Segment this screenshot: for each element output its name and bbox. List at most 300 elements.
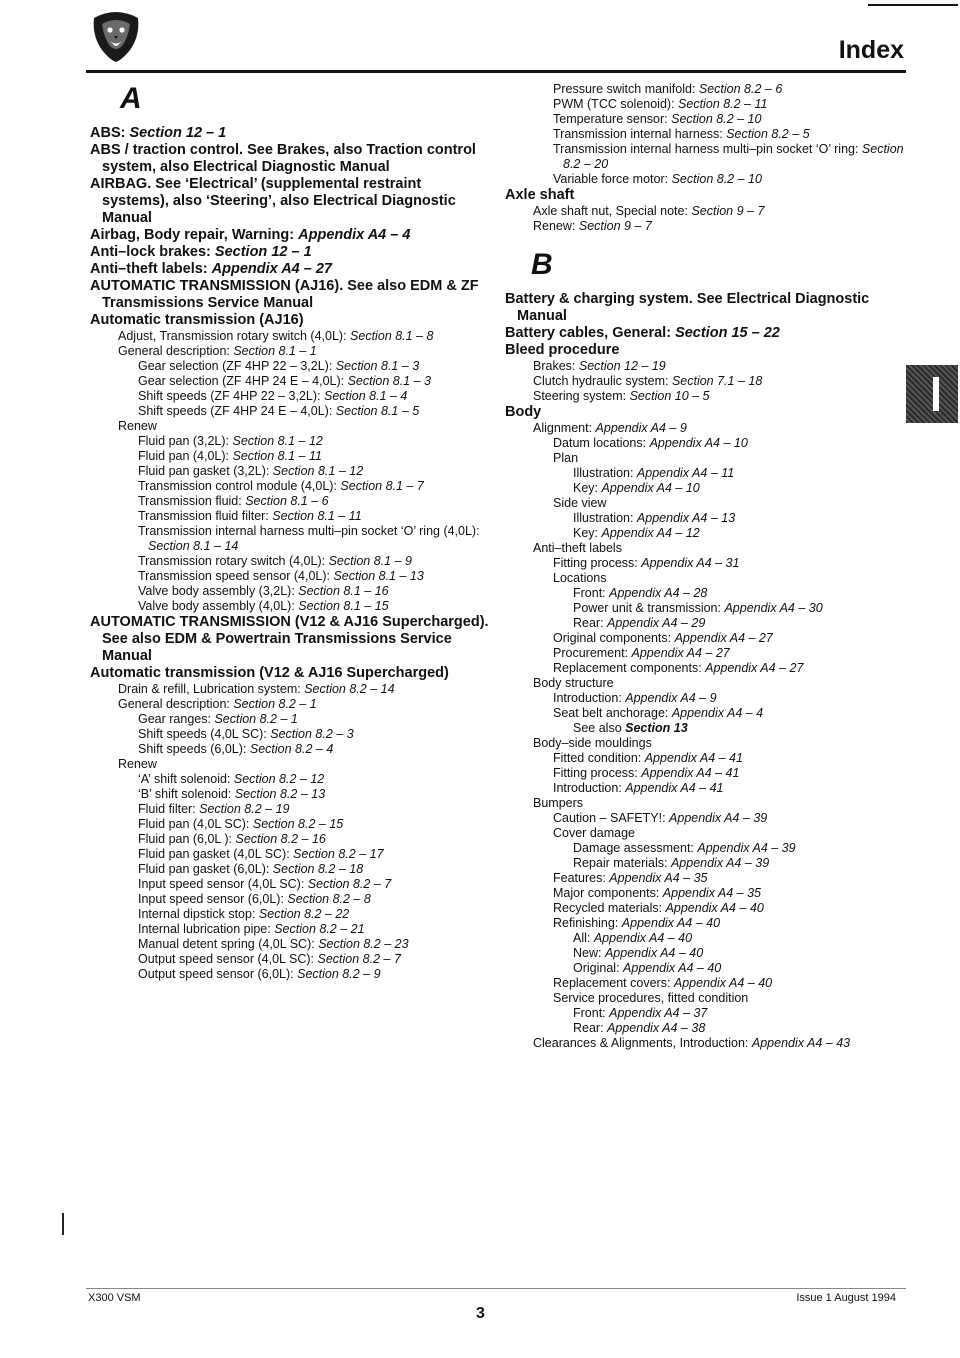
index-page-reference: Section 15 – 22 (675, 325, 780, 341)
index-page-reference: Section 8.2 – 21 (274, 922, 365, 936)
index-subentry (90, 599, 490, 614)
index-subentry (505, 781, 905, 796)
index-entry-text: Transmission rotary switch (4,0L): (138, 554, 329, 568)
index-page-reference: Appendix A4 – 40 (665, 901, 764, 915)
index-entry-text: Body–side mouldings (533, 736, 652, 750)
index-page-reference: Appendix A4 – 9 (595, 421, 687, 435)
index-page-reference: Section 7.1 – 18 (671, 374, 763, 388)
index-page-reference: Appendix A4 – 31 (641, 556, 740, 570)
index-subentry (505, 511, 905, 526)
index-entry-text: Gear ranges: (138, 712, 215, 726)
index-page-reference: Section 13 (625, 721, 688, 735)
index-page-reference: Appendix A4 – 39 (697, 841, 796, 855)
index-subentry (505, 646, 905, 661)
index-page-reference: Appendix A4 – 35 (662, 886, 762, 900)
index-entry-text: Alignment: (533, 421, 596, 435)
index-subentry (90, 434, 490, 449)
index-page-reference: Section 9 – 7 (691, 204, 765, 218)
index-entry-text: Power unit & transmission: (573, 601, 725, 615)
index-subentry (505, 571, 905, 586)
index-page-reference: Section 12 – 1 (214, 244, 312, 260)
index-page-reference: Appendix A4 – 9 (625, 691, 717, 705)
index-entry-text: Fluid filter: (138, 802, 200, 816)
index-subentry (90, 449, 490, 464)
index-subentry (505, 359, 905, 374)
index-page-reference: Section 8.2 – 10 (671, 112, 762, 126)
footer-manual-code: X300 VSM (88, 1292, 141, 1304)
index-subentry (90, 907, 490, 922)
index-subentry (505, 871, 905, 886)
index-subentry (505, 751, 905, 766)
index-subentry (505, 421, 905, 436)
index-page-reference: Appendix A4 – 37 (609, 1006, 708, 1020)
index-entry-text: ABS / traction control. See Brakes, also Traction control system, also Electrical Diagnostic Manual (90, 142, 476, 175)
index-page-reference: Appendix A4 – 4 (298, 227, 411, 243)
index-subentry (90, 847, 490, 862)
index-heading-entry (505, 325, 905, 342)
index-entry-text: Transmission fluid: (138, 494, 246, 508)
index-page-reference: Appendix A4 – 27 (211, 261, 332, 277)
index-subentry (505, 466, 905, 481)
index-entry-text: Shift speeds (4,0L SC): (138, 727, 271, 741)
index-page-reference: Section 8.2 – 10 (671, 172, 762, 186)
index-entry-text: Replacement covers: (553, 976, 674, 990)
index-page-reference: Section 8.1 – 12 (232, 434, 323, 448)
index-subentry (90, 817, 490, 832)
index-page-reference: Section 8.1 – 6 (245, 494, 329, 508)
index-entry-text: Anti–theft labels (533, 541, 622, 555)
index-page-reference: Section 8.2 – 8 (287, 892, 371, 906)
index-page-reference: Appendix A4 – 40 (673, 976, 773, 990)
index-subentry (505, 127, 905, 142)
index-entry-text: Datum locations: (553, 436, 650, 450)
index-entry-text: Introduction: (553, 691, 626, 705)
index-subentry (505, 916, 905, 931)
index-subentry (505, 204, 905, 219)
index-subentry (90, 682, 490, 697)
index-entry-text: Anti–lock brakes: (90, 244, 215, 260)
index-subentry (90, 772, 490, 787)
index-entry-list (90, 125, 490, 982)
index-entry-text: Introduction: (553, 781, 626, 795)
index-heading-entry (90, 227, 490, 244)
index-subentry (90, 329, 490, 344)
index-column-left (90, 82, 490, 982)
index-entry-text: PWM (TCC solenoid): (553, 97, 679, 111)
index-entry-text: ‘A’ shift solenoid: (138, 772, 234, 786)
index-subentry (505, 436, 905, 451)
index-page-reference: Section 8.1 – 16 (298, 584, 389, 598)
index-entry-text: Fitting process: (553, 766, 642, 780)
index-page-reference: Section 8.2 – 7 (307, 877, 392, 891)
index-entry-text: Service procedures, fitted condition (553, 991, 749, 1005)
index-entry-text: Shift speeds (ZF 4HP 24 E – 4,0L): (138, 404, 336, 418)
index-page-reference: Appendix A4 – 40 (593, 931, 693, 945)
index-entry-text: Illustration: (573, 466, 637, 480)
index-entry-text: Locations (553, 571, 607, 585)
index-entry-text: Internal lubrication pipe: (138, 922, 275, 936)
index-entry-text: Gear selection (ZF 4HP 24 E – 4,0L): (138, 374, 348, 388)
index-entry-text: Repair materials: (573, 856, 671, 870)
index-page-reference: Appendix A4 – 10 (649, 436, 748, 450)
index-heading-entry (90, 176, 490, 227)
index-entry-text: Fluid pan (6,0L ): (138, 832, 236, 846)
index-entry-text: Variable force motor: (553, 172, 672, 186)
index-entry-text: Fitting process: (553, 556, 642, 570)
index-entry-text: Plan (553, 451, 579, 465)
index-entry-text: Axle shaft nut, Special note: (533, 204, 692, 218)
index-page-reference: Section 8.2 – 17 (293, 847, 384, 861)
index-page-reference: Section 8.2 – 7 (317, 952, 401, 966)
index-subentry (90, 727, 490, 742)
index-page-reference: Appendix A4 – 41 (625, 781, 724, 795)
index-page-reference: Section 12 – 19 (578, 359, 666, 373)
index-subentry (505, 976, 905, 991)
margin-mark (62, 1213, 64, 1235)
index-subentry (90, 877, 490, 892)
index-entry-text: ‘B’ shift solenoid: (138, 787, 235, 801)
index-entry-text: Original components: (553, 631, 675, 645)
index-subentry (90, 742, 490, 757)
index-entry-text: Cover damage (553, 826, 635, 840)
index-subentry (505, 82, 905, 97)
index-entry-text: Valve body assembly (3,2L): (138, 584, 299, 598)
index-entry-text: Transmission fluid filter: (138, 509, 273, 523)
index-entry-text: Transmission control module (4,0L): (138, 479, 341, 493)
index-subentry (505, 1036, 905, 1051)
index-subentry (505, 451, 905, 466)
index-subentry (90, 922, 490, 937)
index-column-right (505, 82, 905, 1051)
index-heading-entry (505, 404, 905, 421)
index-subentry (505, 691, 905, 706)
index-entry-text: Internal dipstick stop: (138, 907, 259, 921)
index-subentry (90, 494, 490, 509)
index-subentry (505, 616, 905, 631)
index-page-reference: Section 8.1 – 9 (328, 554, 412, 568)
index-subentry (505, 97, 905, 112)
index-page-reference: Appendix A4 – 4 (671, 706, 764, 720)
footer-issue-date: Issue 1 August 1994 (796, 1292, 896, 1304)
index-subentry (90, 524, 490, 554)
index-subentry (505, 631, 905, 646)
index-entry-text: Damage assessment: (573, 841, 698, 855)
index-entry-text: Transmission internal harness: (553, 127, 727, 141)
index-heading-entry (90, 142, 490, 176)
index-page-reference: Section 8.1 – 15 (298, 599, 389, 613)
index-entry-text: AUTOMATIC TRANSMISSION (AJ16). See also EDM & ZF Transmissions Service Manual (90, 278, 479, 311)
index-page-reference: Section 8.2 – 9 (297, 967, 381, 981)
index-page-reference: Section 8.2 – 13 (234, 787, 326, 801)
index-page-reference: Section 8.2 – 15 (252, 817, 344, 831)
index-page-reference: Appendix A4 – 43 (751, 1036, 851, 1050)
index-subentry (90, 569, 490, 584)
index-subentry (505, 706, 905, 721)
index-entry-list (505, 82, 905, 234)
index-subentry (90, 344, 490, 359)
index-entry-text: Axle shaft (505, 187, 575, 203)
index-entry-text: Key: (573, 526, 602, 540)
index-entry-text: Input speed sensor (6,0L): (138, 892, 288, 906)
index-subentry (505, 766, 905, 781)
index-entry-text: General description: (118, 697, 234, 711)
index-entry-text: Renew (118, 757, 157, 771)
index-page-reference: Appendix A4 – 27 (674, 631, 773, 645)
index-page-reference: Appendix A4 – 38 (607, 1021, 706, 1035)
index-entry-text: Fluid pan (3,2L): (138, 434, 233, 448)
index-subentry (505, 721, 905, 736)
index-subentry (505, 856, 905, 871)
index-subentry (505, 374, 905, 389)
index-page-reference: Section 9 – 7 (578, 219, 652, 233)
index-entry-text: All: (573, 931, 594, 945)
index-page-reference: Section 8.1 – 7 (340, 479, 424, 493)
index-subentry (90, 554, 490, 569)
index-entry-text: Bleed procedure (505, 342, 620, 358)
index-subentry (90, 787, 490, 802)
page-title: Index (838, 36, 904, 64)
index-entry-text: Replacement components: (553, 661, 706, 675)
index-subentry (90, 712, 490, 727)
index-page-reference: Appendix A4 – 41 (644, 751, 743, 765)
index-entry-list (505, 291, 905, 1051)
index-entry-text: ABS: (90, 125, 130, 141)
index-page-reference: Section 8.1 – 13 (333, 569, 424, 583)
index-page-reference: Section 8.1 – 8 (350, 329, 434, 343)
index-subentry (90, 697, 490, 712)
index-heading-entry (505, 291, 905, 325)
section-thumb-tab (906, 365, 958, 423)
index-page-reference: Appendix A4 – 39 (669, 811, 768, 825)
index-subentry (90, 464, 490, 479)
index-entry-text: Brakes: (533, 359, 579, 373)
index-entry-text: Input speed sensor (4,0L SC): (138, 877, 308, 891)
index-page-reference: Section 8.1 – 5 (335, 404, 420, 418)
index-page-reference: Appendix A4 – 41 (641, 766, 740, 780)
index-page-reference: Section 8.1 – 12 (272, 464, 364, 478)
index-page-reference: Appendix A4 – 27 (631, 646, 730, 660)
index-entry-text: Automatic transmission (V12 & AJ16 Supercharged) (90, 665, 449, 681)
index-entry-text: Fluid pan gasket (3,2L): (138, 464, 273, 478)
index-subentry (90, 862, 490, 877)
index-page-reference: Section 8.2 – 19 (199, 802, 290, 816)
index-subentry (505, 841, 905, 856)
index-subentry (505, 931, 905, 946)
index-entry-text: Recycled materials: (553, 901, 666, 915)
index-subentry (505, 736, 905, 751)
index-entry-text: Shift speeds (ZF 4HP 22 – 3,2L): (138, 389, 324, 403)
index-subentry (90, 967, 490, 982)
index-subentry (90, 509, 490, 524)
index-heading-entry (90, 125, 490, 142)
index-page-reference: Section 8.1 – 11 (272, 509, 362, 523)
index-entry-text: Clutch hydraulic system: (533, 374, 672, 388)
index-subentry (505, 496, 905, 511)
index-subentry (505, 991, 905, 1006)
index-entry-text: Original: (573, 961, 624, 975)
index-page-reference: Section 8.2 – 12 (233, 772, 325, 786)
index-entry-text: Bumpers (533, 796, 584, 810)
index-entry-text: Automatic transmission (AJ16) (90, 312, 304, 328)
index-subentry (90, 389, 490, 404)
index-entry-text: Seat belt anchorage: (553, 706, 672, 720)
index-entry-text: AUTOMATIC TRANSMISSION (V12 & AJ16 Supercharged). See also EDM & Powertrain Transmissions Service Manual (90, 614, 489, 664)
index-entry-text: Procurement: (553, 646, 632, 660)
index-subentry (505, 586, 905, 601)
index-entry-text: Shift speeds (6,0L): (138, 742, 250, 756)
index-page-reference: Appendix A4 – 39 (670, 856, 770, 870)
index-heading-entry (90, 614, 490, 665)
index-subentry (505, 661, 905, 676)
index-entry-text: Front: (573, 586, 610, 600)
index-entry-text: Refinishing: (553, 916, 622, 930)
index-entry-text: Temperature sensor: (553, 112, 672, 126)
index-entry-text: Major components: (553, 886, 663, 900)
index-page-reference: Section 8.2 – 18 (272, 862, 364, 876)
index-page-reference: Section 12 – 1 (129, 125, 227, 141)
index-subentry (505, 811, 905, 826)
index-subentry (505, 826, 905, 841)
index-subentry (90, 359, 490, 374)
index-entry-text: Valve body assembly (4,0L): (138, 599, 299, 613)
index-entry-text: Drain & refill, Lubrication system: (118, 682, 305, 696)
index-subentry (90, 757, 490, 772)
index-page-reference: Section 8.1 – 3 (347, 374, 431, 388)
index-entry-text: Anti–theft labels: (90, 261, 212, 277)
index-page-reference: Section 8.2 – 1 (233, 697, 317, 711)
index-subentry (505, 389, 905, 404)
index-entry-text: Fluid pan (4,0L): (138, 449, 233, 463)
index-entry-text: Manual detent spring (4,0L SC): (138, 937, 319, 951)
index-page-reference: Section 8.2 – 22 (258, 907, 350, 921)
index-entry-text: Fluid pan gasket (4,0L SC): (138, 847, 294, 861)
index-subentry (505, 601, 905, 616)
index-page-reference: Appendix A4 – 10 (601, 481, 700, 495)
index-subentry (90, 832, 490, 847)
index-page-reference: Section 8.2 – 4 (249, 742, 334, 756)
footer-rule (86, 1288, 906, 1289)
index-page-reference: Section 8.1 – 3 (335, 359, 420, 373)
index-entry-text: Front: (573, 1006, 610, 1020)
index-subentry (505, 219, 905, 234)
index-page-reference: Appendix A4 – 28 (609, 586, 708, 600)
index-subentry (505, 112, 905, 127)
index-subentry (505, 526, 905, 541)
index-entry-text: Fluid pan gasket (6,0L): (138, 862, 273, 876)
index-subentry (505, 481, 905, 496)
index-letter-heading: B (531, 248, 553, 281)
index-entry-text: Rear: (573, 616, 608, 630)
index-subentry (505, 901, 905, 916)
index-page-reference: Section 8.2 – 5 (726, 127, 810, 141)
index-page-reference: Section 8.1 – 1 (233, 344, 317, 358)
index-heading-entry (90, 244, 490, 261)
index-page-reference: Appendix A4 – 40 (604, 946, 704, 960)
index-subentry (505, 1021, 905, 1036)
index-entry-text: See also (573, 721, 626, 735)
index-page-reference: Section 8.2 – 20 (563, 142, 904, 171)
index-subentry (90, 374, 490, 389)
index-entry-text: Pressure switch manifold: (553, 82, 699, 96)
index-heading-entry (90, 665, 490, 682)
index-entry-text: Gear selection (ZF 4HP 22 – 3,2L): (138, 359, 336, 373)
index-subentry (505, 946, 905, 961)
index-subentry (90, 584, 490, 599)
index-entry-text: Airbag, Body repair, Warning: (90, 227, 299, 243)
index-entry-text: Body (505, 404, 542, 420)
index-page-reference: Appendix A4 – 12 (601, 526, 700, 540)
index-entry-text: Renew: (533, 219, 579, 233)
index-page-reference: Section 8.1 – 4 (323, 389, 408, 403)
index-subentry (90, 419, 490, 434)
index-entry-text: Fluid pan (4,0L SC): (138, 817, 253, 831)
index-page-reference: Section 8.2 – 1 (214, 712, 298, 726)
index-page-reference: Appendix A4 – 11 (636, 466, 735, 480)
index-subentry (90, 952, 490, 967)
header-rule (86, 70, 906, 73)
header-top-rule (868, 4, 958, 6)
index-subentry (90, 404, 490, 419)
index-page-reference: Section 8.1 – 11 (232, 449, 322, 463)
index-heading-entry (90, 261, 490, 278)
index-page-reference: Appendix A4 – 40 (621, 916, 721, 930)
index-subentry (505, 886, 905, 901)
index-page-reference: Appendix A4 – 27 (705, 661, 804, 675)
index-entry-text: Output speed sensor (6,0L): (138, 967, 298, 981)
index-entry-text: Renew (118, 419, 157, 433)
index-subentry (505, 142, 905, 172)
index-entry-text: AIRBAG. See ‘Electrical’ (supplemental restraint systems), also ‘Steering’, also Electrical Diagnostic Manual (90, 176, 456, 226)
index-entry-text: Body structure (533, 676, 614, 690)
index-page-reference: Section 8.2 – 6 (698, 82, 783, 96)
index-page-reference: Section 8.2 – 11 (678, 97, 768, 111)
index-subentry (505, 541, 905, 556)
jaguar-logo-icon (88, 8, 144, 64)
index-page-reference: Section 8.2 – 16 (235, 832, 326, 846)
index-page-reference: Section 8.1 – 14 (148, 539, 239, 553)
index-entry-text: Features: (553, 871, 610, 885)
index-heading-entry (90, 312, 490, 329)
index-letter-heading: A (120, 82, 142, 115)
index-entry-text: Transmission internal harness multi–pin socket ‘O’ ring (4,0L): (138, 524, 480, 538)
page-number: 3 (476, 1305, 485, 1322)
index-subentry (505, 796, 905, 811)
index-page-reference: Appendix A4 – 40 (623, 961, 722, 975)
index-subentry (505, 556, 905, 571)
index-page-reference: Appendix A4 – 13 (636, 511, 736, 525)
index-entry-text: Key: (573, 481, 602, 495)
index-entry-text: Fitted condition: (553, 751, 645, 765)
index-subentry (505, 1006, 905, 1021)
index-heading-entry (90, 278, 490, 312)
index-entry-text: Adjust, Transmission rotary switch (4,0L): (118, 329, 351, 343)
index-entry-text: Illustration: (573, 511, 637, 525)
index-entry-text: General description: (118, 344, 234, 358)
index-entry-text: Battery & charging system. See Electrical Diagnostic Manual (505, 291, 870, 324)
index-entry-text: Clearances & Alignments, Introduction: (533, 1036, 752, 1050)
index-entry-text: Battery cables, General: (505, 325, 676, 341)
index-page-reference: Appendix A4 – 35 (609, 871, 708, 885)
index-entry-text: Output speed sensor (4,0L SC): (138, 952, 318, 966)
index-page-reference: Section 10 – 5 (629, 389, 710, 403)
index-page-reference: Section 8.2 – 3 (270, 727, 354, 741)
index-subentry (505, 676, 905, 691)
index-entry-text: Transmission speed sensor (4,0L): (138, 569, 334, 583)
index-page-reference: Section 8.2 – 14 (304, 682, 395, 696)
index-entry-text: New: (573, 946, 605, 960)
index-subentry (90, 892, 490, 907)
index-heading-entry (505, 342, 905, 359)
